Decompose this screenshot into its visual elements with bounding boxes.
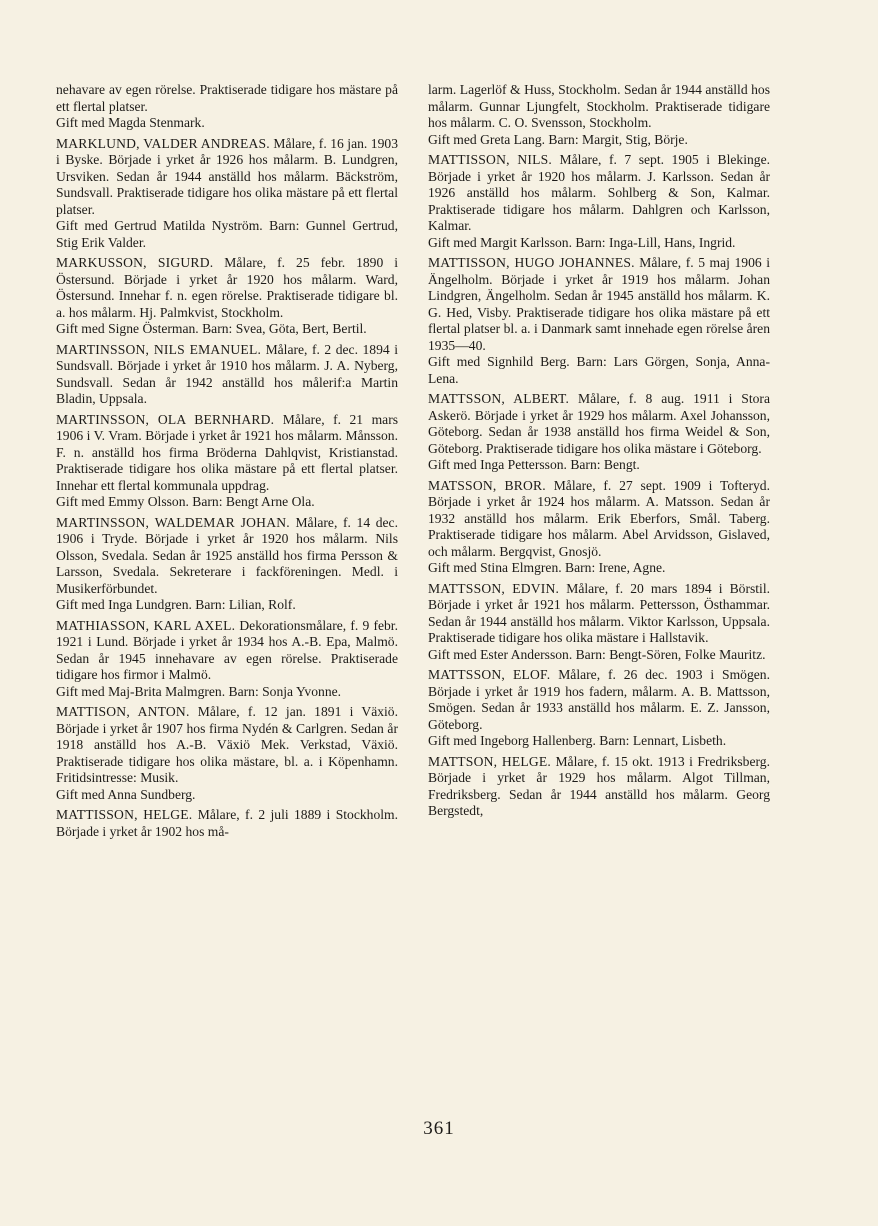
entry (428, 152, 770, 251)
entry (428, 391, 770, 474)
entry-family: Gift med Ingeborg Hallenberg. Barn: Lennart, Lisbeth. (428, 733, 727, 748)
entry-body: Målare, f. 7 sept. 1905 i Blekinge. Började i yrket år 1920 hos målarm. J. Karlsson. Sedan år 1926 anställd hos målarm. Sohlberg & Son, Kalmar. Praktiserade tidigare hos målarm. Dahlgren och Karlsson, Kalmar. (428, 152, 771, 233)
entry-name: MATTSSON, ALBERT. (428, 391, 570, 406)
entry-family: Gift med Greta Lang. Barn: Margit, Stig, Börje. (428, 131, 688, 147)
entry-family: Gift med Inga Lundgren. Barn: Lilian, Rolf. (56, 597, 296, 612)
right-column (428, 82, 770, 824)
entry-name: MARTINSSON, OLA BERNHARD. (56, 411, 275, 427)
entry (56, 515, 398, 614)
entry-name: MARKUSSON, SIGURD. (56, 255, 214, 270)
entry (56, 342, 398, 408)
entry-body: larm. Lagerlöf & Huss, Stockholm. Sedan år 1944 anställd hos målarm. Gunnar Ljungfelt, Stockholm. Praktiserade tidigare hos målarm. C. O. Svensson, Stockholm. (428, 82, 770, 130)
entry-body: Målare, f. 14 dec. 1906 i Tryde. Började i yrket år 1920 hos målarm. Nils Olsson, Svedala. Sedan år 1925 anställd hos firma Persson & Larsson, Svedala. Sekreterare i fackföreningen. Medl. i Musikerförbundet. (56, 514, 398, 596)
entry (428, 255, 770, 387)
entry-family: Gift med Stina Elmgren. Barn: Irene, Agne. (428, 560, 666, 575)
entry-body: nehavare av egen rörelse. Praktiserade tidigare hos mästare på ett flertal platser. (56, 82, 398, 114)
entry-body: Målare, f. 16 jan. 1903 i Byske. Började i yrket år 1926 hos målarm. B. Lundgren, Ursviken. Sedan år 1944 anställd hos målarm. Bäckström, Sundsvall. Praktiserade tidigare hos olika mästare på ett flertal platser. (56, 135, 398, 217)
entry-name: MATTISSON, HELGE. (56, 807, 193, 822)
entry-body: Målare, f. 21 mars 1906 i V. Vram. Började i yrket år 1921 hos målarm. Månsson. F. n. anställd hos firma Bröderna Dahlqvist, Kristianstad. Praktiserade tidigare hos olika mästare på ett flertal platser. Innehar ett flertal kommunala uppdrag. (56, 411, 399, 493)
entry (56, 704, 398, 803)
entry-name: MATTISON, ANTON. (56, 704, 190, 719)
left-column (56, 82, 398, 844)
entry-body: Målare, f. 20 mars 1894 i Börstil. Började i yrket år 1921 hos målarm. Pettersson, Östhammar. Sedan år 1944 anställd hos målarm. Viktor Karlsson, Uppsala. Praktiserade tidigare hos olika mästare i Hallstavik. (428, 580, 770, 645)
entry (56, 412, 398, 511)
entry (56, 255, 398, 338)
entry-name: MATTSSON, EDVIN. (428, 580, 560, 596)
entry-name: MARKLUND, VALDER ANDREAS. (56, 135, 270, 151)
entry (56, 618, 398, 701)
entry-body: Målare, f. 25 febr. 1890 i Östersund. Började i yrket år 1920 hos målarm. Ward, Östersund. Innehar f. n. egen rörelse. Praktiserade tidigare bl. a. hos målarm. Hj. Palmkvist, Stockholm. (56, 255, 398, 320)
entry-family: Gift med Inga Pettersson. Barn: Bengt. (428, 457, 640, 472)
entry-body: Målare, f. 26 dec. 1903 i Smögen. Började i yrket år 1919 hos fadern, målarm. A. B. Mattsson, Smögen. Sedan år 1933 anställd hos målarm. E. Z. Jansson, Göteborg. (428, 667, 770, 732)
entry-body: Målare, f. 27 sept. 1909 i Tofteryd. Började i yrket år 1924 hos målarm. A. Matsson. Sedan år 1932 anställd hos målarm. Erik Eberfors, Smål. Taberg. Praktiserade tidigare hos målarm. Abel Arvidsson, Gislaved, och målarm. Bergqvist, Gnosjö. (428, 477, 770, 559)
entry (56, 136, 398, 252)
page-number: 361 (423, 1118, 455, 1139)
entry-name: MARTINSSON, NILS EMANUEL. (56, 341, 262, 357)
entry (428, 667, 770, 750)
entry-name: MATTSSON, ELOF. (428, 667, 551, 682)
entry-family: Gift med Ester Andersson. Barn: Bengt-Sören, Folke Mauritz. (428, 646, 766, 662)
entry (56, 82, 398, 132)
entry (428, 581, 770, 664)
entry-name: MATHIASSON, KARL AXEL. (56, 617, 236, 633)
entry-family: Gift med Signhild Berg. Barn: Lars Görgen, Sonja, Anna-Lena. (428, 354, 770, 386)
entry (56, 807, 398, 840)
entry-body: Dekorationsmålare, f. 9 febr. 1921 i Lund. Började i yrket år 1934 hos A.-B. Epa, Malmö. Sedan år 1945 innehavare av egen rörelse. Praktiserade tidigare hos firmor i Malmö. (56, 617, 398, 682)
entry-body: Målare, f. 2 dec. 1894 i Sundsvall. Började i yrket år 1910 hos målarm. J. A. Nyberg, Sundsvall. Sedan år 1942 anställd hos målerif:a Martin Bladin, Uppsala. (56, 341, 398, 406)
entry-family: Gift med Maj-Brita Malmgren. Barn: Sonja Yvonne. (56, 683, 342, 699)
entry-body: Målare, f. 12 jan. 1891 i Växiö. Började i yrket år 1907 hos firma Nydén & Carlgren. Sedan år 1918 anställd hos A.-B. Växiö Mek. Verkstad, Växiö. Praktiserade tidigare hos olika mästare, bl. a. i Köpenhamn. Fritidsintresse: Musik. (56, 704, 398, 785)
entry-family: Gift med Anna Sundberg. (56, 786, 196, 802)
entry-family: Gift med Margit Karlsson. Barn: Inga-Lill, Hans, Ingrid. (428, 234, 736, 250)
entry-name: MATTSON, HELGE. (428, 753, 551, 769)
entry-family: Gift med Magda Stenmark. (56, 115, 205, 130)
entry-family: Gift med Gertrud Matilda Nyström. Barn: Gunnel Gertrud, Stig Erik Valder. (56, 218, 398, 250)
entry-name: MARTINSSON, WALDEMAR JOHAN. (56, 514, 290, 530)
entry-family: Gift med Emmy Olsson. Barn: Bengt Arne Ola. (56, 494, 315, 509)
entry (428, 478, 770, 577)
entry-body: Målare, f. 5 maj 1906 i Ängelholm. Började i yrket år 1919 hos målarm. Johan Lindgren, Ängelholm. Sedan år 1945 anställd hos målarm. K. G. Hed, Visby. Praktiserade tidigare hos olika mästare på ett flertal platser bl. a. i Danmark samt innehade egen rörelse åren 1935—40. (428, 255, 770, 353)
entry-body: Målare, f. 2 juli 1889 i Stockholm. Började i yrket år 1902 hos må- (56, 807, 398, 839)
entry-name: MATTISSON, HUGO JOHANNES. (428, 255, 635, 270)
entry-body: Målare, f. 8 aug. 1911 i Stora Askerö. Började i yrket år 1929 hos målarm. Axel Johansson, Göteborg. Sedan år 1938 anställd hos firma Weidel & Son, Göteborg. Praktiserade tidigare hos olika mästare i Göteborg. (428, 391, 770, 456)
entry-family: Gift med Signe Österman. Barn: Svea, Göta, Bert, Bertil. (56, 321, 367, 336)
entry (428, 754, 770, 820)
entry-name: MATSSON, BROR. (428, 477, 546, 493)
entry-body: Målare, f. 15 okt. 1913 i Fredriksberg. Började i yrket år 1929 hos målarm. Algot Tillman, Fredriksberg. Sedan år 1944 anställd hos målarm. Georg Bergstedt, (428, 753, 770, 818)
entry (428, 82, 770, 148)
entry-name: MATTISSON, NILS. (428, 152, 553, 167)
